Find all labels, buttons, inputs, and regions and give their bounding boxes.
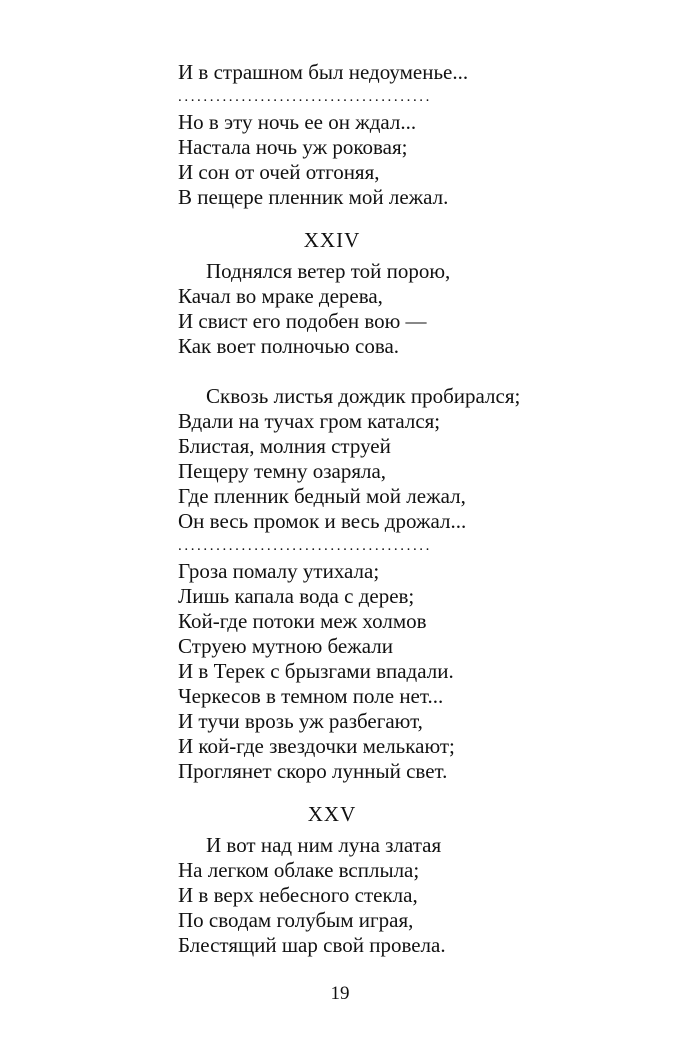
ellipsis-divider: ........................................ — [178, 89, 432, 105]
stanza-heading: XXV — [307, 802, 357, 826]
poem-line: И вот над ним луна златая — [206, 833, 442, 857]
poem-line: Пещеру темну озаряла, — [178, 459, 387, 483]
poem-line: И тучи врозь уж разбегают, — [178, 709, 423, 733]
poem-line: Но в эту ночь ее он ждал... — [178, 110, 417, 134]
ellipsis-divider: ........................................ — [178, 538, 432, 554]
poem-line: Где пленник бедный мой лежал, — [178, 484, 466, 508]
poem-line: Черкесов в темном поле нет... — [178, 684, 444, 708]
poem-line: Блистая, молния струей — [178, 434, 391, 458]
poem-line: Кой-где потоки меж холмов — [178, 609, 427, 633]
poem-line: И в верх небесного стекла, — [178, 883, 418, 907]
stanza-heading: XXIV — [303, 228, 361, 252]
poem-line: Гроза помалу утихала; — [178, 559, 380, 583]
poem-line: Проглянет скоро лунный свет. — [178, 759, 448, 783]
page-number: 19 — [330, 983, 350, 1004]
poem-text — [178, 60, 638, 958]
poem-line: Блестящий шар свой провела. — [178, 933, 446, 957]
poem-line: И кой-где звездочки мелькают; — [178, 734, 455, 758]
poem-line: И в Терек с брызгами впадали. — [178, 659, 454, 683]
poem-line: Качал во мраке дерева, — [178, 284, 383, 308]
poem-line: Вдали на тучах гром катался; — [178, 409, 441, 433]
poem-line: Как воет полночью сова. — [178, 334, 400, 358]
poem-line: И в страшном был недоуменье... — [178, 60, 469, 84]
poem-line: По сводам голубым играя, — [178, 908, 414, 932]
poem-line: Струею мутною бежали — [178, 634, 393, 658]
poem-line: Поднялся ветер той порою, — [206, 259, 451, 283]
poem-line: В пещере пленник мой лежал. — [178, 185, 449, 209]
poem-line: Лишь капала вода с дерев; — [178, 584, 415, 608]
poem-line: Настала ночь уж роковая; — [178, 135, 408, 159]
poem-line: Сквозь листья дождик пробирался; — [206, 384, 521, 408]
poem-line: На легком облаке всплыла; — [178, 858, 420, 882]
poem-line: И свист его подобен вою — — [178, 309, 427, 333]
stanza-gap — [178, 359, 638, 384]
poem-line: Он весь промок и весь дрожал... — [178, 509, 467, 533]
poem-line: И сон от очей отгоняя, — [178, 160, 380, 184]
